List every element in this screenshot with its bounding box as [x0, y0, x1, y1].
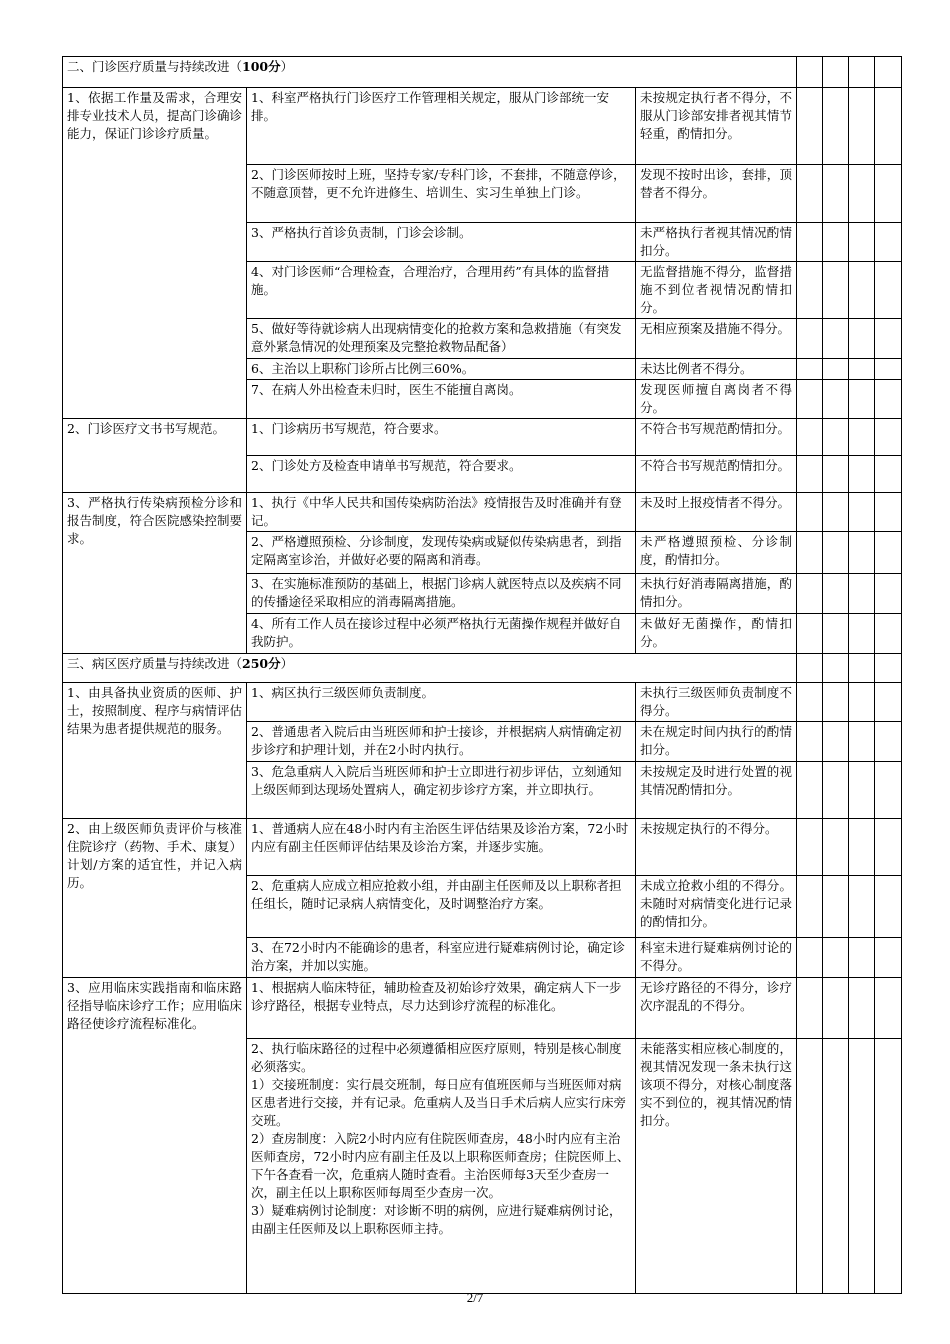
section-title: [63, 57, 797, 88]
score-cell[interactable]: [875, 380, 902, 419]
score-cell[interactable]: [849, 419, 875, 456]
score-cell[interactable]: [823, 614, 849, 654]
deduction-cell: 未及时上报疫情者不得分。: [636, 493, 797, 532]
score-cell[interactable]: [849, 978, 875, 1039]
deduction-cell: 无相应预案及措施不得分。: [636, 319, 797, 359]
deduction-cell: 未执行三级医师负责制度不得分。: [636, 683, 797, 722]
deduction-cell: 未按规定及时进行处置的视其情况酌情扣分。: [636, 762, 797, 819]
score-cell[interactable]: [875, 614, 902, 654]
requirement-cell: 2、由上级医师负责评价与核准住院诊疗（药物、手术、康复）计划/方案的适宜性，并记入病历。: [63, 819, 247, 978]
score-cell[interactable]: [849, 762, 875, 819]
requirement-cell: 2、门诊医疗文书书写规范。: [63, 419, 247, 493]
score-cell[interactable]: [875, 1039, 902, 1294]
score-cell[interactable]: [875, 456, 902, 493]
score-cell[interactable]: [823, 165, 849, 223]
deduction-cell: 未成立抢救小组的不得分。未随时对病情变化进行记录的酌情扣分。: [636, 876, 797, 938]
score-cell[interactable]: [797, 938, 823, 978]
score-cell[interactable]: [797, 359, 823, 380]
score-cell[interactable]: [797, 876, 823, 938]
score-cell[interactable]: [849, 57, 875, 88]
deduction-cell: 未严格执行者视其情况酌情扣分。: [636, 223, 797, 262]
table-row: [63, 978, 902, 1039]
score-cell[interactable]: [875, 57, 902, 88]
standard-cell: [247, 1039, 636, 1294]
score-cell[interactable]: [823, 456, 849, 493]
score-cell[interactable]: [875, 683, 902, 722]
score-cell[interactable]: [875, 654, 902, 683]
score-cell[interactable]: [823, 938, 849, 978]
score-cell[interactable]: [849, 574, 875, 614]
score-cell[interactable]: [849, 722, 875, 762]
score-cell[interactable]: [875, 88, 902, 165]
score-cell[interactable]: [823, 359, 849, 380]
score-cell[interactable]: [849, 614, 875, 654]
score-cell[interactable]: [849, 683, 875, 722]
score-cell[interactable]: [849, 819, 875, 876]
score-cell[interactable]: [797, 57, 823, 88]
score-cell[interactable]: [875, 978, 902, 1039]
standard-cell: 2、门诊医师按时上班，坚持专家/专科门诊，不套排，不随意停诊，不随意顶替，更不允许进修生、培训生、实习生单独上门诊。: [247, 165, 636, 223]
deduction-cell: 无诊疗路径的不得分，诊疗次序混乱的不得分。: [636, 978, 797, 1039]
score-cell[interactable]: [875, 223, 902, 262]
score-cell[interactable]: [875, 876, 902, 938]
section-title-end: ）: [280, 59, 294, 74]
score-cell[interactable]: [797, 380, 823, 419]
score-cell[interactable]: [823, 88, 849, 165]
score-cell[interactable]: [875, 319, 902, 359]
standard-cell: 1、门诊病历书写规范，符合要求。: [247, 419, 636, 456]
score-cell[interactable]: [823, 722, 849, 762]
score-cell[interactable]: [823, 876, 849, 938]
table-row: [63, 493, 902, 532]
deduction-cell: 不符合书写规范酌情扣分。: [636, 419, 797, 456]
score-cell[interactable]: [797, 683, 823, 722]
standard-line: 2、执行临床路径的过程中必须遵循相应医疗原则，特别是核心制度必须落实。: [251, 1041, 622, 1074]
score-cell[interactable]: [823, 262, 849, 319]
score-cell[interactable]: [823, 57, 849, 88]
section-score: 250分: [242, 656, 281, 671]
score-cell[interactable]: [797, 262, 823, 319]
score-cell[interactable]: [875, 722, 902, 762]
score-cell[interactable]: [823, 380, 849, 419]
section-title-end: ）: [280, 656, 294, 671]
standard-cell: 4、所有工作人员在接诊过程中必须严格执行无菌操作规程并做好自我防护。: [247, 614, 636, 654]
score-cell[interactable]: [797, 88, 823, 165]
score-cell[interactable]: [797, 532, 823, 574]
score-cell[interactable]: [849, 262, 875, 319]
section-title: [63, 654, 797, 683]
deduction-cell: 未严格遵照预检、分诊制度，酌情扣分。: [636, 532, 797, 574]
deduction-cell: 无监督措施不得分，监督措施不到位者视情况酌情扣分。: [636, 262, 797, 319]
score-cell[interactable]: [797, 419, 823, 456]
standard-cell: 1、病区执行三级医师负责制度。: [247, 683, 636, 722]
score-cell[interactable]: [849, 654, 875, 683]
score-cell[interactable]: [875, 165, 902, 223]
deduction-cell: 发现医师擅自离岗者不得分。: [636, 380, 797, 419]
score-cell[interactable]: [875, 419, 902, 456]
score-cell[interactable]: [875, 493, 902, 532]
standard-line: 3）疑难病例讨论制度：对诊断不明的病例，应进行疑难病例讨论，由副主任医师及以上职称医师主持。: [251, 1203, 622, 1236]
section-header-row: [63, 654, 902, 683]
score-cell[interactable]: [797, 722, 823, 762]
score-cell[interactable]: [823, 1039, 849, 1294]
score-cell[interactable]: [797, 654, 823, 683]
standard-cell: 6、主治以上职称门诊所占比例三60%。: [247, 359, 636, 380]
standard-cell: 5、做好等待就诊病人出现病情变化的抢救方案和急救措施（有突发意外紧急情况的处理预案及完整抢救物品配备）: [247, 319, 636, 359]
standard-cell: 7、在病人外出检查未归时，医生不能擅自离岗。: [247, 380, 636, 419]
standard-cell: 3、严格执行首诊负责制，门诊会诊制。: [247, 223, 636, 262]
section-header-row: [63, 57, 902, 88]
score-cell[interactable]: [797, 614, 823, 654]
score-cell[interactable]: [823, 762, 849, 819]
table-row: [63, 88, 902, 165]
score-cell[interactable]: [849, 165, 875, 223]
requirement-cell: 3、应用临床实践指南和临床路径指导临床诊疗工作；应用临床路径使诊疗流程标准化。: [63, 978, 247, 1294]
score-cell[interactable]: [797, 165, 823, 223]
deduction-cell: 未按规定执行者不得分，不服从门诊部安排者视其情节轻重，酌情扣分。: [636, 88, 797, 165]
deduction-cell: 发现不按时出诊，套排，顶替者不得分。: [636, 165, 797, 223]
score-cell[interactable]: [875, 359, 902, 380]
score-cell[interactable]: [823, 419, 849, 456]
score-cell[interactable]: [797, 1039, 823, 1294]
score-cell[interactable]: [797, 319, 823, 359]
score-cell[interactable]: [823, 574, 849, 614]
score-cell[interactable]: [849, 938, 875, 978]
score-cell[interactable]: [849, 532, 875, 574]
deduction-cell: 未能落实相应核心制度的，视其情况发现一条未执行这该项不得分，对核心制度落实不到位的，视其情况酌情扣分。: [636, 1039, 797, 1294]
section-title-text: 三、病区医疗质量与持续改进（: [67, 656, 243, 671]
assessment-table: [62, 56, 902, 1294]
standard-cell: 3、在实施标准预防的基础上，根据门诊病人就医特点以及疾病不同的传播途径采取相应的消毒隔离措施。: [247, 574, 636, 614]
score-cell[interactable]: [797, 819, 823, 876]
standard-cell: 4、对门诊医师“合理检查，合理治疗，合理用药”有具体的监督措施。: [247, 262, 636, 319]
score-cell[interactable]: [849, 456, 875, 493]
score-cell[interactable]: [797, 574, 823, 614]
score-cell[interactable]: [849, 493, 875, 532]
score-cell[interactable]: [823, 683, 849, 722]
standard-cell: 3、危急重病人入院后当班医师和护士立即进行初步评估，立刻通知上级医师到达现场处置病人，确定初步诊疗方案，并立即执行。: [247, 762, 636, 819]
standard-cell: 2、门诊处方及检查申请单书写规范，符合要求。: [247, 456, 636, 493]
standard-line: 2）查房制度：入院2小时内应有住院医师查房，48小时内应有主治医师查房，72小时内应有副主任及以上职称医师查房；住院医师上、下午各查看一次，危重病人随时查看。主治医师每3天至少查房一次，副主任以上职称医师每周至少查房一次。: [251, 1131, 630, 1200]
score-cell[interactable]: [823, 819, 849, 876]
table-row: [63, 419, 902, 456]
score-cell[interactable]: [875, 574, 902, 614]
score-cell[interactable]: [875, 762, 902, 819]
score-cell[interactable]: [849, 319, 875, 359]
score-cell[interactable]: [849, 876, 875, 938]
standard-cell: 3、在72小时内不能确诊的患者，科室应进行疑难病例讨论，确定诊治方案，并加以实施。: [247, 938, 636, 978]
score-cell[interactable]: [823, 319, 849, 359]
requirement-cell: 1、依据工作量及需求，合理安排专业技术人员，提高门诊确诊能力，保证门诊诊疗质量。: [63, 88, 247, 419]
score-cell[interactable]: [875, 938, 902, 978]
requirement-cell: 1、由具备执业资质的医师、护士，按照制度、程序与病情评估结果为患者提供规范的服务。: [63, 683, 247, 819]
score-cell[interactable]: [849, 88, 875, 165]
standard-cell: 2、普通患者入院后由当班医师和护士接诊，并根据病人病情确定初步诊疗和护理计划，并在2小时内执行。: [247, 722, 636, 762]
deduction-cell: 不符合书写规范酌情扣分。: [636, 456, 797, 493]
standard-line: 1）交接班制度：实行晨交班制，每日应有值班医师与当班医师对病区患者进行交接，并有记录。危重病人及当日手术后病人应实行床旁交班。: [251, 1077, 627, 1128]
score-cell[interactable]: [823, 654, 849, 683]
deduction-cell: 未在规定时间内执行的酌情扣分。: [636, 722, 797, 762]
page-number: 2/7: [466, 1290, 484, 1305]
score-cell[interactable]: [875, 532, 902, 574]
deduction-cell: 未做好无菌操作，酌情扣分。: [636, 614, 797, 654]
deduction-cell: 未达比例者不得分。: [636, 359, 797, 380]
score-cell[interactable]: [823, 532, 849, 574]
deduction-cell: 未执行好消毒隔离措施，酌情扣分。: [636, 574, 797, 614]
standard-cell: 2、危重病人应成立相应抢救小组，并由副主任医师及以上职称者担任组长，随时记录病人病情变化，及时调整治疗方案。: [247, 876, 636, 938]
deduction-cell: 未按规定执行的不得分。: [636, 819, 797, 876]
standard-cell: 1、普通病人应在48小时内有主治医生评估结果及诊治方案，72小时内应有副主任医师评估结果及诊治方案，并逐步实施。: [247, 819, 636, 876]
score-cell[interactable]: [875, 262, 902, 319]
standard-cell: 2、严格遵照预检、分诊制度，发现传染病或疑似传染病患者，到指定隔离室诊治，并做好必要的隔离和消毒。: [247, 532, 636, 574]
score-cell[interactable]: [875, 819, 902, 876]
deduction-cell: 科室未进行疑难病例讨论的不得分。: [636, 938, 797, 978]
score-cell[interactable]: [823, 493, 849, 532]
score-cell[interactable]: [823, 978, 849, 1039]
section-score: 100分: [242, 59, 281, 74]
score-cell[interactable]: [797, 978, 823, 1039]
standard-cell: 1、根据病人临床特征，辅助检查及初始诊疗效果，确定病人下一步诊疗路径，根据专业特点，尽力达到诊疗流程的标准化。: [247, 978, 636, 1039]
score-cell[interactable]: [797, 493, 823, 532]
requirement-cell: 3、严格执行传染病预检分诊和报告制度，符合医院感染控制要求。: [63, 493, 247, 654]
standard-cell: 1、科室严格执行门诊医疗工作管理相关规定，服从门诊部统一安排。: [247, 88, 636, 165]
score-cell[interactable]: [849, 223, 875, 262]
score-cell[interactable]: [849, 359, 875, 380]
score-cell[interactable]: [797, 456, 823, 493]
score-cell[interactable]: [849, 380, 875, 419]
table-row: [63, 819, 902, 876]
score-cell[interactable]: [797, 223, 823, 262]
section-title-text: 二、门诊医疗质量与持续改进（: [67, 59, 243, 74]
score-cell[interactable]: [797, 762, 823, 819]
score-cell[interactable]: [823, 223, 849, 262]
standard-cell: 1、执行《中华人民共和国传染病防治法》疫情报告及时准确并有登记。: [247, 493, 636, 532]
table-row: [63, 683, 902, 722]
score-cell[interactable]: [849, 1039, 875, 1294]
